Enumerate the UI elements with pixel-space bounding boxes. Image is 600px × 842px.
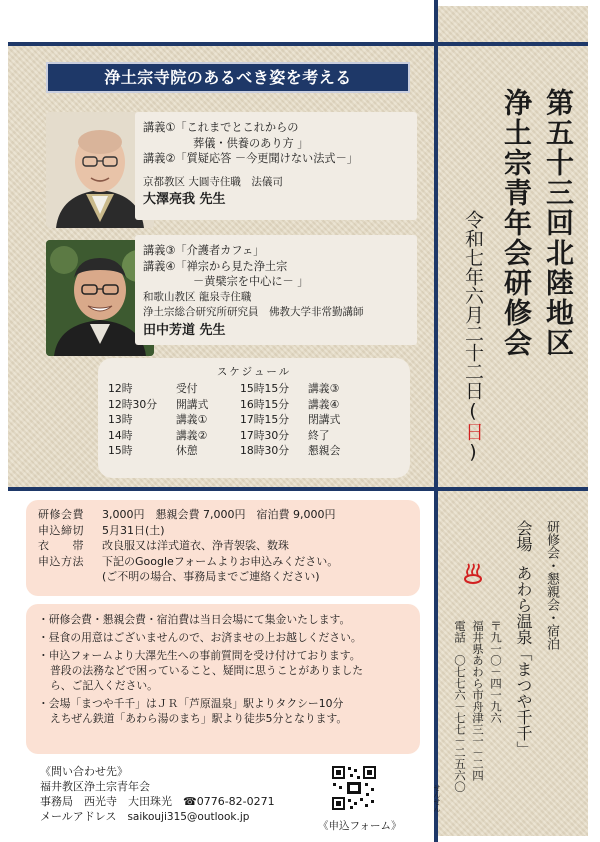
schedule-event: 講義①	[176, 413, 208, 426]
deadline-value: 5月31日(土)	[102, 523, 165, 537]
schedule-event: 講義③	[308, 382, 340, 395]
schedule-event: 閉講式	[308, 413, 341, 426]
deadline-label: 申込締切	[38, 523, 84, 537]
schedule-time: 12時30分	[108, 397, 158, 411]
contact-organization: 福井教区浄土宗青年会	[40, 780, 150, 793]
lecture-4-title: 講義④「禅宗から見た浄土宗	[143, 259, 288, 273]
schedule-event: 休憩	[176, 444, 198, 457]
venue-phone: 電話 〇七七六－七七－二五六〇	[453, 620, 467, 793]
speaker-1-name: 大澤亮我 先生	[143, 192, 226, 207]
venue-label: 研修会・懇親会・宿泊	[544, 520, 559, 650]
note-text: ・申込フォームより大澤先生への事前質問を受け付けております。	[38, 649, 361, 662]
contact-office-name: 事務局 西光寺 大田珠光	[40, 795, 172, 808]
schedule-event: 終了	[308, 428, 330, 442]
note-text: ・会場「まつや千千」はＪＲ「芦原温泉」駅よりタクシー10分	[38, 697, 344, 710]
event-title-line-1: 第五十三回北陸地区	[542, 88, 575, 358]
note-item	[38, 696, 408, 726]
schedule-event: 懇親会	[308, 444, 341, 457]
event-date-weekday: 日	[462, 422, 484, 441]
event-date-main: 令和七年六月二十二日(	[462, 210, 484, 422]
schedule-time: 15時15分	[240, 382, 290, 395]
schedule-time: 12時	[108, 382, 133, 395]
corner-texture	[438, 6, 588, 42]
contact-email[interactable]: saikouji315@outlook.jp	[127, 811, 250, 823]
event-date-close: )	[462, 441, 484, 463]
note-text: えちぜん鉄道「あわら湯のまち」駅より徒歩5分となります。	[50, 712, 348, 725]
venue-keyword: 会場	[514, 520, 533, 552]
schedule-row	[108, 443, 400, 459]
theme-banner: 浄土宗寺院のあるべき姿を考える	[46, 62, 410, 93]
note-text: ・昼食の用意はございませんので、お済ませの上お越しください。	[38, 631, 362, 644]
registration-qr-code[interactable]	[330, 764, 378, 812]
note-text: ら、ご記入ください。	[50, 679, 158, 692]
attire-value: 改良服又は洋式道衣、浄青袈裟、数珠	[102, 539, 289, 552]
contact-heading: 《問い合わせ先》	[40, 765, 128, 778]
fee-row	[38, 507, 408, 523]
lecture-4-subtitle: －黄檗宗を中心に－ 」	[193, 275, 309, 288]
venue-ruby: せんせん	[433, 784, 441, 812]
note-item	[38, 612, 408, 627]
contact-email-row	[40, 809, 275, 825]
schedule-title: スケジュール	[216, 366, 292, 378]
lecture-1-subtitle: 葬儀・供養のあり方 」	[193, 136, 309, 150]
method-label: 申込方法	[38, 554, 84, 568]
email-label: メールアドレス	[40, 810, 117, 823]
attire-label: 衣 帯	[38, 539, 84, 552]
schedule-time: 15時	[108, 444, 133, 457]
fee-note: (ご不明の場合、事務局までご連絡ください)	[102, 570, 320, 583]
venue-address: 福井県あわら市舟津三一－二四	[471, 620, 485, 781]
note-text: 普段の法務などで困っていること、疑問に思うことがありました	[50, 664, 364, 677]
note-item	[38, 648, 408, 693]
schedule-event: 講義②	[176, 428, 208, 442]
lecture-1-title: 講義①「これまでとこれからの	[143, 121, 299, 134]
fee-value: 3,000円 懇親会費 7,000円 宿泊費 9,000円	[102, 508, 336, 521]
schedule-time: 16時15分	[240, 397, 290, 411]
schedule-row	[108, 381, 400, 397]
fee-label: 研修会費	[38, 508, 84, 521]
schedule-event: 受付	[176, 382, 198, 395]
note-text: ・研修会費・懇親会費・宿泊費は当日会場にて集金いたします。	[38, 613, 351, 626]
schedule-event: 講義④	[308, 397, 340, 411]
lecture-2-title: 講義②「質疑応答 －今更聞けない法式－」	[143, 152, 358, 165]
note-item	[38, 630, 408, 645]
fee-row	[38, 523, 408, 539]
schedule-time: 17時30分	[240, 428, 290, 442]
hot-spring-icon	[462, 563, 484, 585]
lecture-3-title: 講義③「介護者カフェ」	[143, 244, 265, 257]
schedule-row	[108, 428, 400, 444]
event-title-line-2: 浄土宗青年会研修会	[500, 88, 533, 358]
contact-office	[40, 794, 275, 809]
schedule-box	[98, 358, 410, 478]
schedule-time: 18時30分	[240, 444, 290, 457]
speaker-1-card	[135, 112, 417, 220]
schedule-time: 14時	[108, 428, 133, 442]
fee-row	[38, 538, 408, 554]
venue-postal-code: 〒九一〇－四一九六	[489, 620, 503, 724]
event-date	[460, 210, 487, 463]
qr-label: 《申込フォーム》	[318, 820, 402, 832]
schedule-time: 13時	[108, 413, 133, 426]
method-value: 下記のGoogleフォームよりお申込みください。	[102, 554, 339, 568]
contact-block	[40, 764, 275, 825]
speaker-2-name: 田中芳道 先生	[143, 322, 226, 338]
contact-phone: ☎0776-82-0271	[183, 795, 275, 808]
fee-box	[26, 500, 420, 596]
fee-row	[38, 554, 408, 570]
schedule-time: 17時15分	[240, 413, 290, 426]
speaker-2-affiliation-1: 和歌山教区 龍泉寺住職	[143, 290, 252, 303]
schedule-row	[108, 397, 400, 413]
schedule-row	[108, 412, 400, 428]
schedule-event: 開講式	[176, 397, 209, 411]
speaker-1-affiliation: 京都教区 大圓寺住職 法儀司	[143, 175, 283, 188]
speaker-2-card	[135, 235, 417, 345]
notes-box	[26, 604, 420, 754]
venue-name: あわら温泉「まつや千千」	[514, 565, 533, 757]
speaker-2-affiliation-2: 浄土宗総合研究所研究員 佛教大学非常勤講師	[143, 306, 364, 318]
